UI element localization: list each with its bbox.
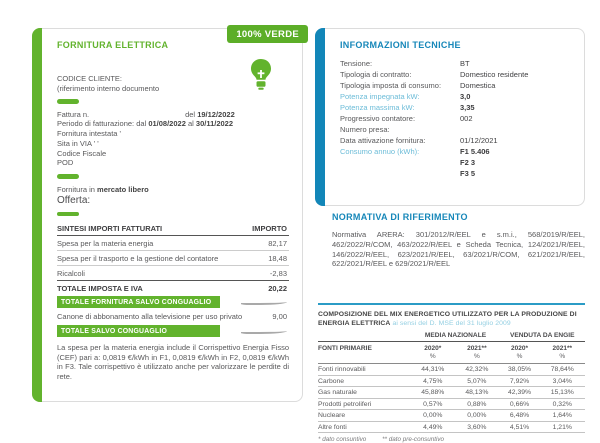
tech-row-value: 002 <box>460 114 473 123</box>
tech-rows <box>340 58 571 179</box>
totale-fornitura-label: TOTALE FORNITURA SALVO CONGUAGLIO <box>61 298 212 306</box>
canone-row <box>57 309 289 324</box>
codice-cliente-label: CODICE CLIENTE: <box>57 74 123 83</box>
totale-salvo-label: TOTALE SALVO CONGUAGLIO <box>61 327 168 335</box>
tech-row-value: 01/12/2021 <box>460 136 498 145</box>
fattura-info <box>57 110 289 169</box>
mix-row-label: Fonti rinnovabili <box>318 366 366 374</box>
mix-title <box>318 311 585 328</box>
mix-table <box>318 332 585 443</box>
codice-cliente-block <box>57 74 289 93</box>
pct-label: % <box>429 353 436 361</box>
year-col <box>500 345 540 361</box>
mix-row-label: Nucleare <box>318 412 346 420</box>
mix-row-value: 48,13% <box>465 389 489 397</box>
mix-row <box>318 399 585 411</box>
mix-row-value: 42,39% <box>508 389 532 397</box>
tech-row-value: BT <box>460 59 470 68</box>
pct-label: % <box>516 353 523 361</box>
tech-row-label: Tipologia imposta di consumo: <box>340 81 442 90</box>
tech-row-value: F3 5 <box>460 169 476 178</box>
mix-row-value: 3,04% <box>552 377 572 385</box>
year-col <box>411 345 454 361</box>
card-title: FORNITURA ELETTRICA <box>57 40 169 50</box>
tech-row <box>340 102 571 113</box>
mix-column-header <box>318 342 585 364</box>
sintesi-rows <box>57 236 289 280</box>
mix-row-value: 15,13% <box>550 389 574 397</box>
row-value: 82,17 <box>268 238 287 248</box>
totale-salvo-bar <box>57 325 289 337</box>
green-accent-bar <box>32 28 42 402</box>
footnote-preconsuntivo: ** dato pre-consuntivo <box>382 436 445 443</box>
tech-row <box>340 58 571 69</box>
mix-row-value: 0,00% <box>467 412 487 420</box>
divider-dash <box>57 174 79 179</box>
tech-row-label: Numero presa: <box>340 125 390 134</box>
year-label: 2021** <box>467 345 487 353</box>
tech-row-label: Data attivazione fornitura: <box>340 136 426 145</box>
mix-footnotes <box>318 436 585 443</box>
normativa-text: Normativa ARERA: 301/2012/R/EEL e s.m.i., 568/2019/R/EEL, 462/2022/R/COM, 463/2022/R/EEL e Scheda Tecnica, 124/2021/R/EEL, 146/2022/R/EEL, 623/2021/R/EEL, 63/2021/R/COM, 621/2021/R/EEL, 622/2021/R/EEL e 629/2021/R/EEL <box>332 230 585 269</box>
fornitura-in-label: Fornitura in <box>57 184 95 194</box>
sita-line: Sita in VIA ' ' <box>57 138 99 148</box>
mix-row-value: 78,64% <box>550 366 574 374</box>
blue-accent-bar <box>315 28 325 206</box>
mix-row-value: 1,21% <box>552 423 572 431</box>
mix-row <box>318 364 585 376</box>
tech-row <box>340 113 571 124</box>
tech-row-value: F2 3 <box>460 158 476 167</box>
mix-row-value: 0,88% <box>467 400 487 408</box>
tech-row-value: 3,35 <box>460 103 475 112</box>
periodo-label: Periodo di fatturazione: dal <box>57 119 147 129</box>
sintesi-row <box>57 236 289 251</box>
pod-line: POD <box>57 158 74 168</box>
sintesi-row <box>57 251 289 266</box>
fattura-line <box>57 110 289 120</box>
codice-cliente-note: (riferimento interno documento <box>57 83 160 93</box>
tech-row <box>340 168 571 179</box>
mix-row <box>318 387 585 399</box>
periodo-to: 30/11/2022 <box>195 119 234 129</box>
tech-row-label: Consumo annuo (kWh): <box>340 147 420 156</box>
mix-row-value: 4,49% <box>423 423 443 431</box>
mix-row-value: 42,32% <box>465 366 489 374</box>
mix-group-header <box>318 332 585 342</box>
normativa-section <box>332 212 585 269</box>
year-col <box>540 345 585 361</box>
sintesi-row <box>57 266 289 280</box>
tech-row-value: F1 5.406 <box>460 147 490 156</box>
tech-card-title: INFORMAZIONI TECNICHE <box>340 40 461 50</box>
sintesi-header-value: IMPORTO <box>252 224 287 234</box>
mix-row-label: Altre fonti <box>318 423 347 431</box>
sintesi-header-label: SINTESI IMPORTI FATTURATI <box>57 224 163 234</box>
tech-row-value: Domestico residente <box>460 70 529 79</box>
tech-row-label: Potenza impegnata kW: <box>340 92 420 101</box>
cef-footnote: La spesa per la materia energia include il Corrispettivo Energia Fisso (CEF) pari a: 0,0819 €/kWh in F1, 0,0819 €/kWh in F2, 0,0819 €/kWh in F3. Tale corrispettivo è utilizzato anche per valorizzare le perdite di rete. <box>57 343 289 382</box>
fattura-label: Fattura n. <box>57 109 90 119</box>
mix-row <box>318 410 585 422</box>
tech-row <box>340 146 571 157</box>
mix-row-value: 44,31% <box>421 366 445 374</box>
normativa-title: NORMATIVA DI RIFERIMENTO <box>332 212 468 222</box>
mix-rows <box>318 364 585 433</box>
mix-row-value: 3,60% <box>467 423 487 431</box>
fattura-date: 19/12/2022 <box>197 109 235 119</box>
pct-label: % <box>559 353 566 361</box>
divider-dash <box>57 99 79 104</box>
year-label: 2020* <box>424 345 442 353</box>
divider-dash <box>57 212 79 217</box>
mix-row-label: Gas naturale <box>318 389 357 397</box>
totale-value: 20,22 <box>268 283 287 293</box>
informazioni-tecniche-card <box>315 28 585 206</box>
pct-label: % <box>473 353 480 361</box>
periodo-from: 01/08/2022 <box>148 119 186 129</box>
canone-value: 9,00 <box>272 312 287 322</box>
tech-row-label: Tensione: <box>340 59 373 68</box>
year-col <box>454 345 499 361</box>
tech-row <box>340 157 571 168</box>
mix-row-value: 1,64% <box>552 412 572 420</box>
sintesi-header <box>57 222 289 236</box>
totale-imposta-row <box>57 280 289 295</box>
left-card-body <box>43 29 302 401</box>
fonti-primarie-label: FONTI PRIMARIE <box>318 345 372 353</box>
mix-row <box>318 422 585 434</box>
year-label: 2020* <box>511 345 529 353</box>
canone-label: Canone di abbonamento alla televisione per uso privato <box>57 312 243 322</box>
row-label: Spesa per il trasporto e la gestione del contatore <box>57 253 219 263</box>
tech-row-value: Domestica <box>460 81 496 90</box>
verde-badge: 100% VERDE <box>227 25 308 43</box>
mix-row-value: 0,66% <box>509 400 530 408</box>
mix-row <box>318 376 585 388</box>
mix-row-value: 38,05% <box>508 366 532 374</box>
mix-row-value: 7,92% <box>509 377 530 385</box>
mix-row-value: 6,48% <box>509 412 530 420</box>
mercato-line <box>57 185 289 194</box>
periodo-line <box>57 119 289 129</box>
row-label: Spesa per la materia energia <box>57 238 154 248</box>
offerta-label: Offerta: <box>57 194 91 206</box>
mix-row-value: 4,51% <box>509 423 530 431</box>
tech-row-label: Progressivo contatore: <box>340 114 416 123</box>
mix-row-value: 0,00% <box>423 412 443 420</box>
tech-row <box>340 80 571 91</box>
mix-row-label: Prodotti petroliferi <box>318 400 372 408</box>
tech-row <box>340 69 571 80</box>
tech-row-label: Tipologia di contratto: <box>340 70 412 79</box>
tech-card-body <box>326 29 584 205</box>
mix-row-value: 5,07% <box>467 377 487 385</box>
mix-row-value: 0,57% <box>423 400 443 408</box>
tech-row-label: Potenza massima kW: <box>340 103 415 112</box>
totale-label: TOTALE IMPOSTA E IVA <box>57 283 143 293</box>
mix-energetico-section <box>318 303 585 443</box>
mix-row-label: Carbone <box>318 377 345 385</box>
mercato-libero-label: mercato libero <box>97 184 149 194</box>
codice-fiscale-line: Codice Fiscale <box>57 148 107 158</box>
periodo-al: al <box>187 119 194 129</box>
intestata-line: Fornitura intestata ' <box>57 129 121 139</box>
row-value: -2,83 <box>269 268 287 278</box>
mix-row-value: 4,75% <box>423 377 443 385</box>
tech-row <box>340 91 571 102</box>
tech-row <box>340 124 571 135</box>
group-venduta-engie: VENDUTA DA ENGIE <box>509 332 575 340</box>
mix-title-bold: COMPOSIZIONE DEL MIX ENERGETICO UTILIZZATO PER LA PRODUZIONE DI ENERGIA ELETTRICA <box>318 311 577 327</box>
sintesi-table <box>57 222 289 337</box>
tech-row-value: 3,0 <box>460 92 471 101</box>
mix-title-light: ai sensi del D. MSE del 31 luglio 2009 <box>390 319 511 327</box>
year-label: 2021** <box>552 345 573 353</box>
totale-fornitura-bar <box>57 296 289 308</box>
mix-row-value: 45,88% <box>421 389 445 397</box>
group-media-nazionale: MEDIA NAZIONALE <box>424 332 487 340</box>
row-value: 18,48 <box>268 253 287 263</box>
tech-row-label <box>340 157 460 168</box>
tech-row <box>340 135 571 146</box>
footnote-consuntivo: * dato consuntivo <box>318 436 367 443</box>
row-label: Ricalcoli <box>57 268 85 278</box>
mix-row-value: 0,32% <box>552 400 572 408</box>
fattura-del: del <box>185 109 196 119</box>
fornitura-elettrica-card <box>32 28 303 402</box>
tech-row-label <box>340 168 460 179</box>
